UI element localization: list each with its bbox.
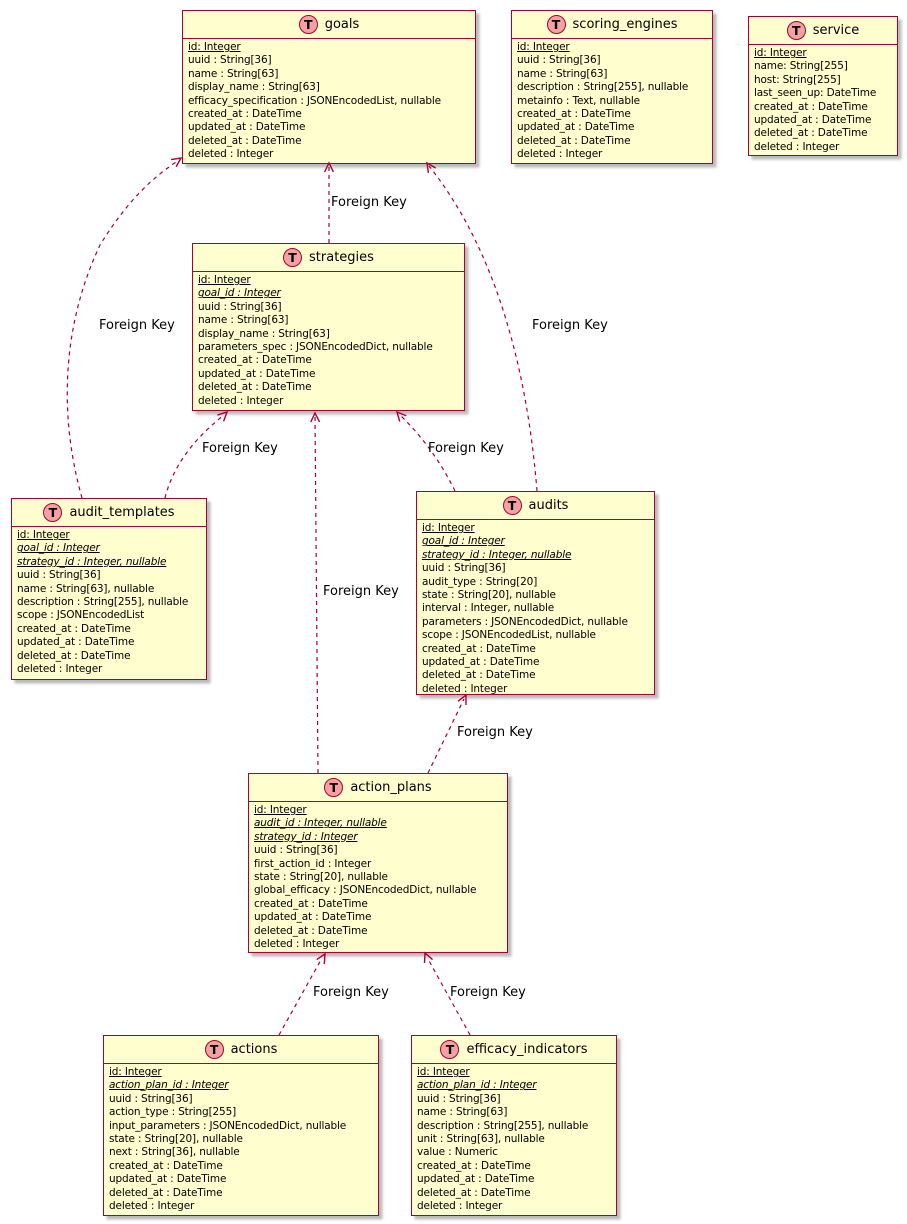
entity-actions [103, 1035, 379, 1216]
entity-efficacy_indicators [411, 1035, 617, 1216]
entity-title: goals [324, 17, 360, 32]
field-row: deleted_at : DateTime [417, 1186, 531, 1199]
field-row: last_seen_up: DateTime [754, 87, 877, 100]
entity-fields [183, 39, 475, 162]
foreign-key-arrowhead [458, 695, 466, 705]
entity-header [249, 774, 507, 802]
entity-audits [416, 491, 655, 695]
entity-header [417, 492, 654, 520]
entity-header [183, 11, 475, 39]
field-row: uuid : String[36] [109, 1092, 193, 1105]
field-row: deleted_at : DateTime [754, 127, 868, 140]
entity-title: audit_templates [69, 505, 175, 520]
table-icon: T [205, 1040, 224, 1059]
field-row: id: Integer [109, 1066, 162, 1078]
entity-fields [249, 802, 507, 951]
field-row: deleted : Integer [17, 663, 103, 676]
field-row: goal_id : Integer [17, 542, 100, 555]
field-row: created_at : DateTime [754, 100, 868, 113]
entity-service [748, 16, 898, 156]
entity-fields [12, 527, 206, 676]
field-row: created_at : DateTime [188, 108, 302, 121]
entity-title: service [812, 23, 860, 38]
entity-fields [512, 39, 712, 162]
foreign-key-arrowhead [171, 158, 181, 167]
entity-strategies [192, 243, 465, 411]
field-row: goal_id : Integer [422, 535, 505, 548]
field-row: name : String[63] [417, 1106, 508, 1119]
field-row: goal_id : Integer [198, 287, 281, 300]
table-icon: T [283, 248, 302, 267]
field-row: updated_at : DateTime [254, 911, 372, 924]
foreign-key-line-action_plans-to-strategies [315, 416, 318, 773]
foreign-key-arrowhead [325, 163, 334, 172]
entity-action_plans [248, 773, 508, 953]
relation-label: Foreign Key [532, 318, 608, 333]
field-row: created_at : DateTime [517, 108, 631, 121]
relation-label: Foreign Key [457, 725, 533, 740]
field-row: updated_at : DateTime [109, 1173, 227, 1186]
field-row: uuid : String[36] [422, 562, 506, 575]
field-row: uuid : String[36] [517, 54, 601, 67]
field-row: deleted_at : DateTime [188, 134, 302, 147]
table-icon: T [299, 15, 318, 34]
field-row: scope : JSONEncodedList, nullable [422, 629, 596, 642]
field-row: updated_at : DateTime [517, 121, 635, 134]
field-row: name : String[63], nullable [17, 582, 155, 595]
entity-fields [417, 520, 654, 696]
field-row: deleted_at : DateTime [198, 381, 312, 394]
field-row: uuid : String[36] [254, 844, 338, 857]
field-row: state : String[20], nullable [422, 589, 556, 602]
foreign-key-arrowhead [397, 412, 406, 422]
field-row: deleted_at : DateTime [17, 649, 131, 662]
field-row: name : String[63] [188, 67, 279, 80]
field-row: created_at : DateTime [417, 1159, 531, 1172]
table-icon: T [43, 503, 62, 522]
field-row: metainfo : Text, nullable [517, 94, 640, 107]
foreign-key-arrowhead [427, 163, 436, 173]
field-row: value : Numeric [417, 1146, 498, 1159]
field-row: scope : JSONEncodedList [17, 609, 145, 622]
entity-title: actions [230, 1042, 278, 1057]
relation-label: Foreign Key [202, 441, 278, 456]
field-row: created_at : DateTime [17, 622, 131, 635]
field-row: updated_at : DateTime [754, 114, 872, 127]
field-row: id: Integer [188, 41, 241, 53]
entity-title: action_plans [350, 780, 432, 795]
field-row: id: Integer [517, 41, 570, 53]
entity-fields [749, 45, 897, 154]
entity-title: efficacy_indicators [466, 1042, 588, 1057]
field-row: created_at : DateTime [254, 897, 368, 910]
field-row: id: Integer [754, 47, 807, 59]
field-row: global_efficacy : JSONEncodedDict, nullable [254, 884, 477, 897]
field-row: audit_id : Integer, nullable [254, 817, 387, 830]
field-row: deleted_at : DateTime [109, 1186, 223, 1199]
foreign-key-arrowhead [217, 412, 227, 421]
relation-label: Foreign Key [428, 441, 504, 456]
field-row: state : String[20], nullable [109, 1133, 243, 1146]
field-row: deleted : Integer [417, 1200, 503, 1213]
field-row: deleted : Integer [188, 148, 274, 161]
field-row: uuid : String[36] [17, 569, 101, 582]
field-row: description : String[255], nullable [417, 1119, 589, 1132]
field-row: id: Integer [17, 529, 70, 541]
field-row: audit_type : String[20] [422, 575, 538, 588]
field-row: display_name : String[63] [198, 327, 330, 340]
field-row: description : String[255], nullable [17, 596, 189, 609]
field-row: host: String[255] [754, 73, 841, 86]
entity-title: audits [528, 498, 569, 513]
field-row: uuid : String[36] [198, 300, 282, 313]
field-row: name : String[63] [517, 67, 608, 80]
field-row: created_at : DateTime [198, 354, 312, 367]
table-icon: T [440, 1040, 459, 1059]
field-row: description : String[255], nullable [517, 81, 689, 94]
field-row: uuid : String[36] [188, 54, 272, 67]
field-row: unit : String[63], nullable [417, 1133, 545, 1146]
field-row: deleted_at : DateTime [422, 669, 536, 682]
field-row: parameters_spec : JSONEncodedDict, nullable [198, 341, 433, 354]
field-row: id: Integer [422, 522, 475, 534]
table-icon: T [787, 21, 806, 40]
relation-label: Foreign Key [331, 195, 407, 210]
entity-fields [104, 1064, 378, 1213]
field-row: updated_at : DateTime [198, 367, 316, 380]
foreign-key-arrowhead [311, 413, 320, 422]
field-row: state : String[20], nullable [254, 871, 388, 884]
table-icon: T [503, 496, 522, 515]
relation-label: Foreign Key [99, 318, 175, 333]
field-row: updated_at : DateTime [188, 121, 306, 134]
entity-title: strategies [309, 250, 374, 265]
field-row: created_at : DateTime [422, 642, 536, 655]
entity-title: scoring_engines [572, 17, 678, 32]
field-row: uuid : String[36] [417, 1092, 501, 1105]
entity-header [512, 11, 712, 39]
entity-fields [412, 1064, 616, 1213]
field-row: deleted : Integer [422, 682, 508, 695]
field-row: name: String[255] [754, 60, 848, 73]
field-row: strategy_id : Integer, nullable [17, 555, 167, 568]
field-row: strategy_id : Integer [254, 830, 358, 843]
entity-header [104, 1036, 378, 1064]
field-row: id: Integer [254, 804, 307, 816]
foreign-key-arrowhead [317, 954, 325, 964]
foreign-key-line-audit_templates-to-strategies [165, 415, 224, 498]
field-row: strategy_id : Integer, nullable [422, 548, 572, 561]
field-row: deleted : Integer [254, 938, 340, 951]
field-row: deleted_at : DateTime [254, 924, 368, 937]
entity-header [193, 244, 464, 272]
field-row: interval : Integer, nullable [422, 602, 555, 615]
field-row: deleted : Integer [109, 1200, 195, 1213]
entity-scoring_engines [511, 10, 713, 164]
entity-audit_templates [11, 498, 207, 680]
field-row: deleted_at : DateTime [517, 134, 631, 147]
relation-label: Foreign Key [323, 584, 399, 599]
field-row: updated_at : DateTime [417, 1173, 535, 1186]
field-row: deleted : Integer [198, 394, 284, 407]
field-row: parameters : JSONEncodedDict, nullable [422, 615, 628, 628]
entity-fields [193, 272, 464, 408]
field-row: updated_at : DateTime [422, 656, 540, 669]
table-icon: T [324, 778, 343, 797]
relation-label: Foreign Key [313, 985, 389, 1000]
entity-header [412, 1036, 616, 1064]
field-row: input_parameters : JSONEncodedDict, nullable [109, 1119, 347, 1132]
foreign-key-arrowhead [424, 953, 432, 963]
entity-goals [182, 10, 476, 164]
field-row: name : String[63] [198, 314, 289, 327]
field-row: created_at : DateTime [109, 1159, 223, 1172]
relation-label: Foreign Key [450, 985, 526, 1000]
entity-header [12, 499, 206, 527]
table-icon: T [547, 15, 566, 34]
field-row: deleted : Integer [517, 148, 603, 161]
entity-header [749, 17, 897, 45]
field-row: action_type : String[255] [109, 1106, 237, 1119]
field-row: action_plan_id : Integer [417, 1079, 537, 1092]
field-row: next : String[36], nullable [109, 1146, 240, 1159]
field-row: id: Integer [417, 1066, 470, 1078]
field-row: first_action_id : Integer [254, 857, 372, 870]
field-row: action_plan_id : Integer [109, 1079, 229, 1092]
field-row: display_name : String[63] [188, 81, 320, 94]
field-row: deleted : Integer [754, 140, 840, 153]
field-row: id: Integer [198, 274, 251, 286]
field-row: updated_at : DateTime [17, 636, 135, 649]
field-row: efficacy_specification : JSONEncodedList, nullable [188, 94, 441, 107]
